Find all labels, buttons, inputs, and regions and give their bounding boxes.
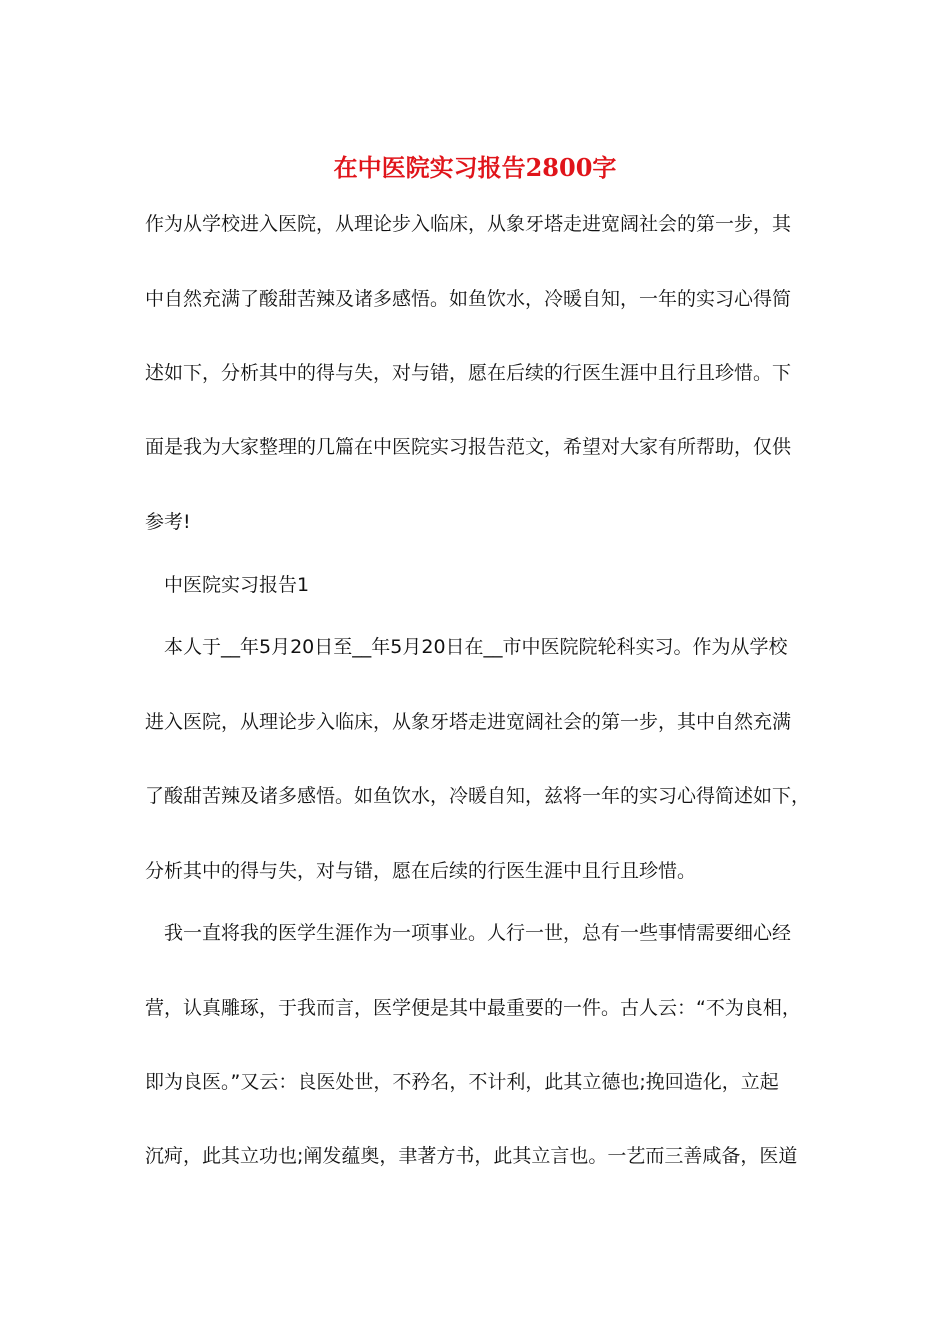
paragraph-line: 即为良医。”又云：良医处世，不矜名，不计利，此其立德也;挽回造化，立起 [145, 1071, 779, 1093]
paragraph-line: 了酸甜苦辣及诸多感悟。如鱼饮水，冷暖自知，兹将一年的实习心得简述如下， [145, 785, 811, 807]
paragraph-line: 作为从学校进入医院，从理论步入临床，从象牙塔走进宽阔社会的第一步，其 [145, 213, 792, 235]
paragraph-line: 分析其中的得与失，对与错，愿在后续的行医生涯中且行且珍惜。 [145, 860, 697, 882]
document-title: 在中医院实习报告2800字 [333, 153, 617, 182]
paragraph-line: 面是我为大家整理的几篇在中医院实习报告范文，希望对大家有所帮助，仅供 [145, 436, 792, 458]
paragraph-line: 参考! [145, 511, 191, 533]
paragraph-line: 本人于__年5月20日至__年5月20日在__市中医院院轮科实习。作为从学校 [164, 636, 788, 658]
paragraph-line: 沉疴，此其立功也;阐发蕴奥，聿著方书，此其立言也。一艺而三善咸备，医道 [145, 1145, 798, 1167]
paragraph-line: 中自然充满了酸甜苦辣及诸多感悟。如鱼饮水，冷暖自知，一年的实习心得简 [145, 288, 792, 310]
paragraph-line: 我一直将我的医学生涯作为一项事业。人行一世，总有一些事情需要细心经 [164, 922, 792, 944]
paragraph-line: 述如下，分析其中的得与失，对与错，愿在后续的行医生涯中且行且珍惜。下 [145, 362, 792, 384]
paragraph-line: 进入医院，从理论步入临床，从象牙塔走进宽阔社会的第一步，其中自然充满 [145, 711, 792, 733]
section-heading: 中医院实习报告1 [164, 574, 310, 596]
paragraph-line: 营，认真雕琢，于我而言，医学便是其中最重要的一件。古人云：“不为良相， [145, 997, 801, 1019]
